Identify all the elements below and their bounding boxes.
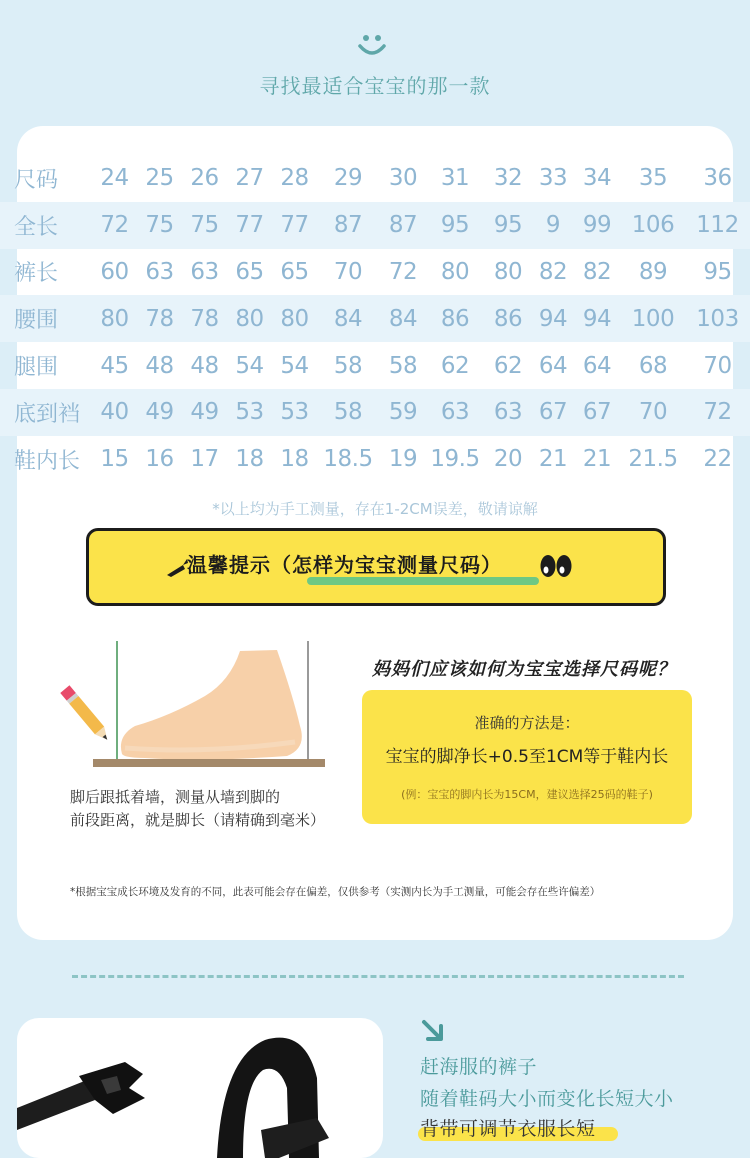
table-cell: 21: [538, 446, 568, 473]
table-cell: 77: [227, 202, 272, 249]
table-cell: 36: [703, 165, 732, 192]
table-cell: 53: [227, 389, 272, 436]
table-cell: 80: [440, 258, 470, 285]
table-cell: 80: [92, 295, 137, 342]
table-cell: 60: [100, 258, 129, 285]
table-cell: 20: [493, 446, 523, 473]
table-cell: 100: [621, 295, 685, 342]
table-row: [0, 342, 750, 389]
row-label: 尺码: [14, 167, 59, 193]
table-cell: 19.5: [430, 446, 480, 473]
table-cell: 99: [573, 202, 621, 249]
table-cell: 33: [538, 165, 568, 192]
table-cell: 30: [388, 165, 418, 192]
table-cell: 80: [227, 295, 272, 342]
foot-caption-line1: 脚后跟抵着墙，测量从墙到脚的: [70, 788, 281, 806]
feature-line-3: 背带可调节衣服长短: [420, 1118, 596, 1140]
table-cell: 72: [685, 389, 750, 436]
table-cell: 29: [333, 165, 363, 192]
table-cell: 27: [235, 165, 264, 192]
size-table: [0, 155, 750, 483]
table-cell: 35: [638, 165, 668, 192]
table-cell: 106: [621, 202, 685, 249]
table-cell: 18: [280, 446, 309, 473]
table-cell: 67: [573, 389, 621, 436]
table-cell: 49: [182, 389, 227, 436]
table-cell: 80: [272, 295, 317, 342]
table-cell: 58: [333, 352, 363, 379]
table-cell: 49: [137, 389, 182, 436]
table-cell: 82: [582, 258, 612, 285]
smiley-face-icon: [355, 30, 389, 60]
feature-line-2: 随着鞋码大小而变化长短大小: [420, 1088, 674, 1110]
row-label: 鞋内长: [14, 448, 81, 474]
table-cell: 48: [190, 352, 219, 379]
table-cell: 67: [533, 389, 573, 436]
table-cell: 82: [538, 258, 568, 285]
table-cell: 19: [388, 446, 418, 473]
table-cell: 63: [145, 258, 174, 285]
table-cell: 24: [100, 165, 129, 192]
table-cell: 103: [685, 295, 750, 342]
table-cell: 62: [440, 352, 470, 379]
bottom-note: *根据宝宝成长环境及发育的不同，此表可能会存在偏差，仅供参考（实测内长为手工测量，可能会存在些许偏差）: [70, 886, 601, 898]
table-cell: 86: [427, 295, 483, 342]
table-cell: 21: [582, 446, 612, 473]
table-row: [0, 436, 750, 483]
table-cell: 80: [493, 258, 523, 285]
table-cell: 25: [145, 165, 174, 192]
table-cell: 72: [388, 258, 418, 285]
table-row: [0, 249, 750, 296]
table-cell: 9: [533, 202, 573, 249]
method-example: (例：宝宝的脚内长为15CM，建议选择25码的鞋子): [401, 788, 653, 801]
table-cell: 112: [685, 202, 750, 249]
foot-caption: [70, 786, 360, 832]
table-cell: 48: [145, 352, 174, 379]
table-cell: 65: [280, 258, 309, 285]
table-cell: 94: [533, 295, 573, 342]
table-row: [0, 389, 750, 436]
table-row: [0, 155, 750, 202]
table-cell: 78: [182, 295, 227, 342]
table-cell: 32: [493, 165, 523, 192]
table-cell: 21.5: [628, 446, 678, 473]
foot-measure-illustration: [55, 636, 335, 776]
banner-text: 温馨提示（怎样为宝宝测量尺码）: [187, 553, 502, 577]
table-cell: 65: [235, 258, 264, 285]
table-cell: 58: [388, 352, 418, 379]
method-box: [362, 690, 692, 824]
table-cell: 54: [235, 352, 264, 379]
table-cell: 58: [317, 389, 379, 436]
table-cell: 84: [317, 295, 379, 342]
question-title: 妈妈们应该如何为宝宝选择尺码呢？: [372, 659, 676, 680]
table-cell: 75: [137, 202, 182, 249]
banner-highlight: [307, 577, 539, 585]
table-cell: 28: [280, 165, 309, 192]
table-cell: 89: [638, 258, 668, 285]
table-cell: 63: [427, 389, 483, 436]
table-cell: 18: [235, 446, 264, 473]
table-cell: 26: [190, 165, 219, 192]
table-cell: 63: [483, 389, 533, 436]
arrow-down-right-icon: [420, 1018, 446, 1044]
table-cell: 86: [483, 295, 533, 342]
table-cell: 64: [582, 352, 612, 379]
strap-buckle-photo: [17, 1018, 383, 1158]
table-cell: 17: [190, 446, 219, 473]
table-cell: 15: [100, 446, 129, 473]
eyes-icon: [539, 549, 573, 583]
table-cell: 40: [92, 389, 137, 436]
table-cell: 34: [582, 165, 612, 192]
table-cell: 78: [137, 295, 182, 342]
table-cell: 95: [483, 202, 533, 249]
table-row: [0, 295, 750, 342]
table-cell: 75: [182, 202, 227, 249]
table-cell: 18.5: [323, 446, 373, 473]
foot-caption-line2: 前段距离，就是脚长（请精确到毫米）: [70, 811, 326, 829]
table-cell: 70: [621, 389, 685, 436]
measure-note: *以上均为手工测量，存在1-2CM误差，敬请谅解: [212, 500, 538, 518]
table-cell: 94: [573, 295, 621, 342]
table-cell: 63: [190, 258, 219, 285]
table-cell: 70: [703, 352, 732, 379]
table-cell: 53: [272, 389, 317, 436]
table-cell: 72: [92, 202, 137, 249]
table-cell: 77: [272, 202, 317, 249]
marker-icon: [163, 551, 189, 579]
row-label: 腰围: [0, 295, 92, 342]
table-cell: 95: [703, 258, 732, 285]
table-cell: 16: [145, 446, 174, 473]
table-cell: 22: [703, 446, 732, 473]
table-cell: 64: [538, 352, 568, 379]
table-row: [0, 202, 750, 249]
table-cell: 95: [427, 202, 483, 249]
table-cell: 87: [317, 202, 379, 249]
table-cell: 62: [493, 352, 523, 379]
table-cell: 68: [638, 352, 668, 379]
method-title: 准确的方法是：: [474, 714, 580, 732]
table-cell: 54: [280, 352, 309, 379]
feature-line-1: 赶海服的裤子: [420, 1056, 538, 1078]
table-cell: 59: [379, 389, 427, 436]
page-subtitle: 寻找最适合宝宝的那一款: [259, 74, 491, 98]
row-label: 底到裆: [0, 389, 92, 436]
row-label: 腿围: [14, 355, 59, 381]
tip-banner: [86, 528, 666, 606]
table-cell: 31: [440, 165, 470, 192]
dashed-divider: [72, 975, 684, 978]
row-label: 全长: [0, 202, 92, 249]
table-cell: 70: [333, 258, 363, 285]
product-photo-card: [17, 1018, 383, 1158]
method-main: 宝宝的脚净长+0.5至1CM等于鞋内长: [385, 747, 669, 767]
table-cell: 87: [379, 202, 427, 249]
row-label: 裤长: [14, 261, 59, 287]
table-cell: 84: [379, 295, 427, 342]
table-cell: 45: [100, 352, 129, 379]
